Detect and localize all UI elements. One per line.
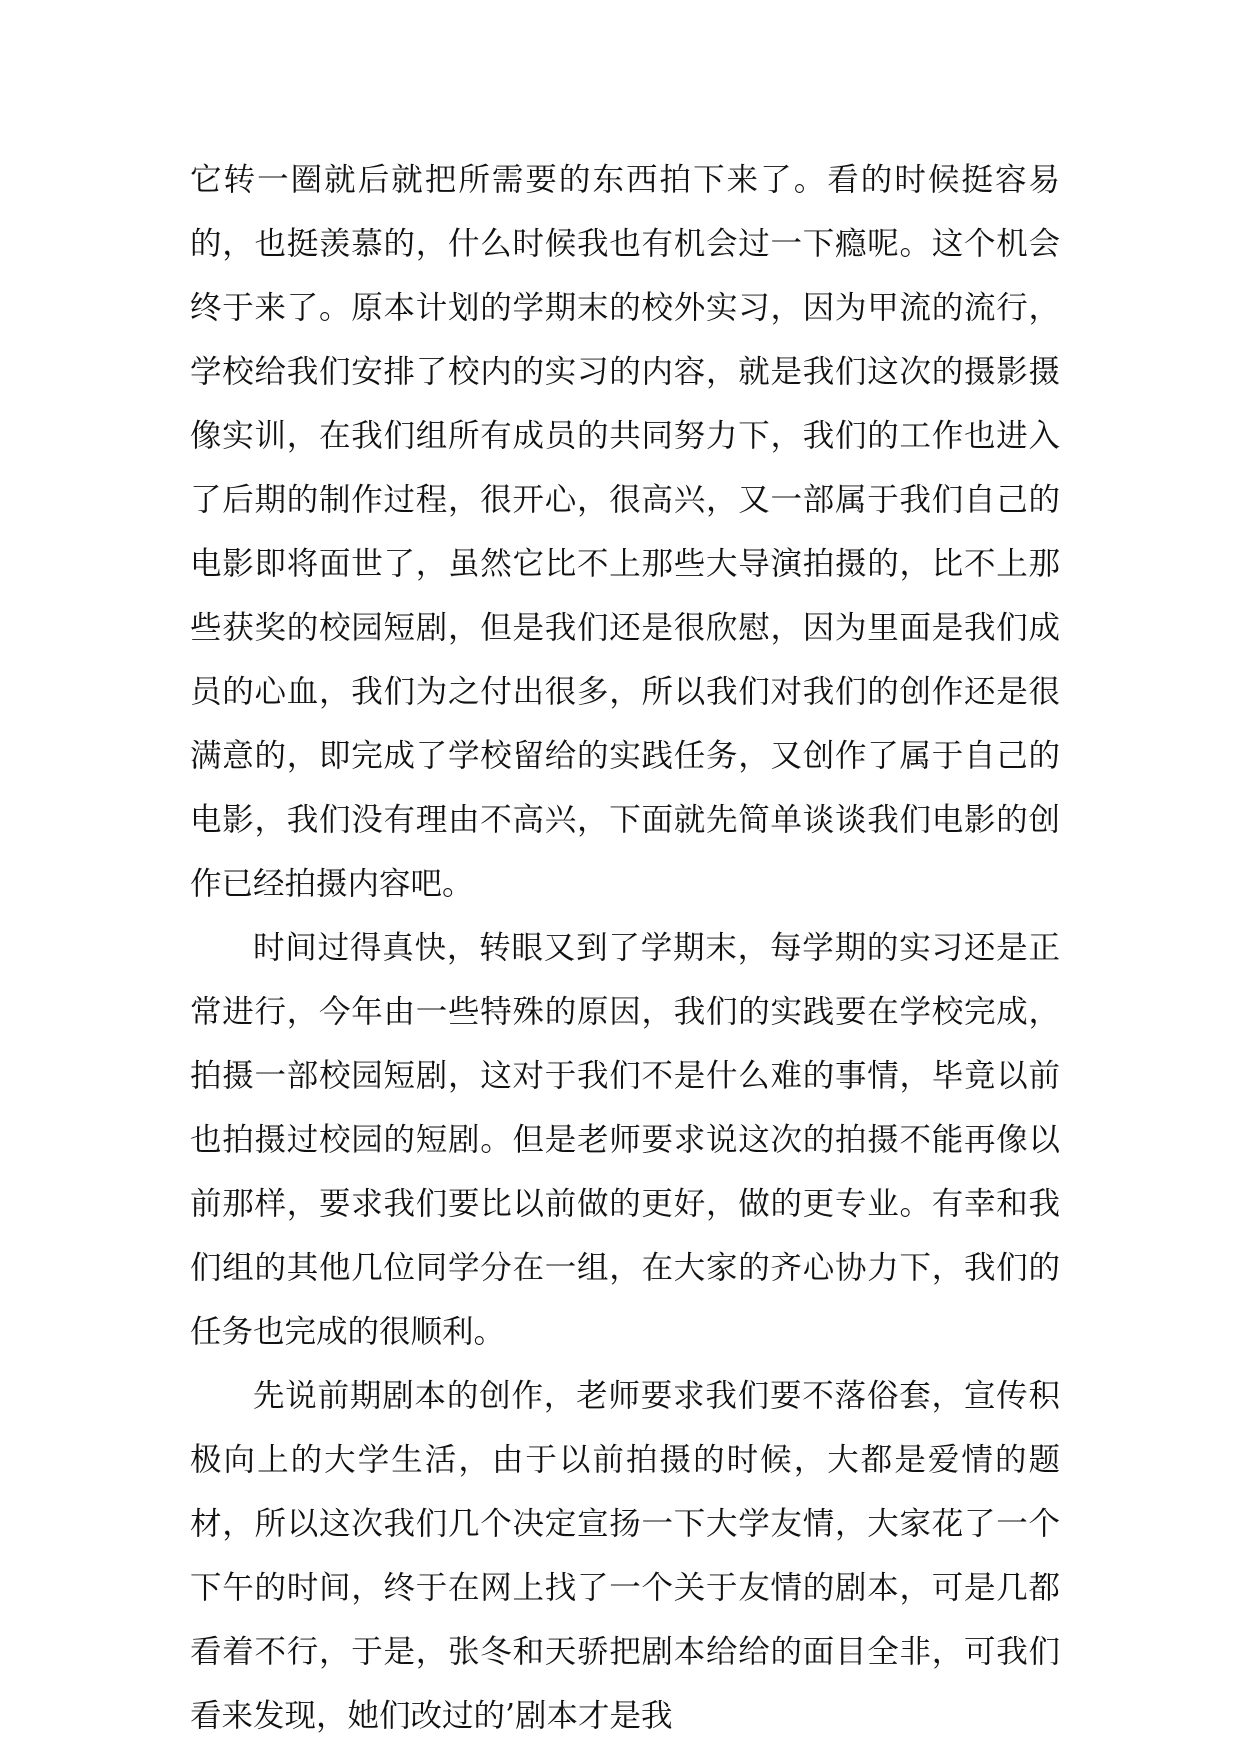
body-text [190, 148, 1060, 1748]
paragraph-3: 先说前期剧本的创作，老师要求我们要不落俗套，宣传积极向上的大学生活，由于以前拍摄的时候，大都是爱情的题材，所以这次我们几个决定宣扬一下大学友情，大家花了一个下午的时间，终于在网上找了一个关于友情的剧本，可是几都看着不行，于是，张冬和天骄把剧本给给的面目全非，可我们看来发现，她们改过的’剧本才是我 [190, 1378, 1060, 1734]
paragraph-1: 它转一圈就后就把所需要的东西拍下来了。看的时候挺容易的，也挺羡慕的，什么时候我也有机会过一下瘾呢。这个机会终于来了。原本计划的学期末的校外实习，因为甲流的流行，学校给我们安排了校内的实习的内容，就是我们这次的摄影摄像实训，在我们组所有成员的共同努力下，我们的工作也进入了后期的制作过程，很开心，很高兴，又一部属于我们自己的电影即将面世了，虽然它比不上那些大导演拍摄的，比不上那些获奖的校园短剧，但是我们还是很欣慰，因为里面是我们成员的心血，我们为之付出很多，所以我们对我们的创作还是很满意的，即完成了学校留给的实践任务，又创作了属于自己的电影，我们没有理由不高兴，下面就先简单谈谈我们电影的创作已经拍摄内容吧。 [190, 162, 1060, 902]
paragraph-2: 时间过得真快，转眼又到了学期末，每学期的实习还是正常进行，今年由一些特殊的原因，我们的实践要在学校完成，拍摄一部校园短剧，这对于我们不是什么难的事情，毕竟以前也拍摄过校园的短剧。但是老师要求说这次的拍摄不能再像以前那样，要求我们要比以前做的更好，做的更专业。有幸和我们组的其他几位同学分在一组，在大家的齐心协力下，我们的任务也完成的很顺利。 [190, 930, 1060, 1350]
